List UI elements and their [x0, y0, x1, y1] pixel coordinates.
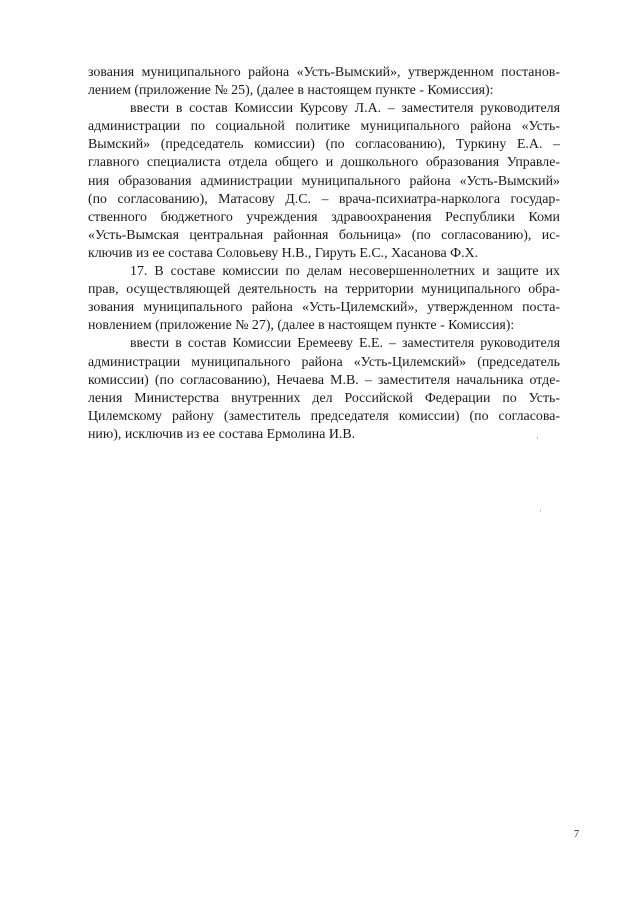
text-line: лением (приложение № 25), (далее в настоящем пункте - Комиссия): [88, 83, 494, 99]
text-line: (по согласованию), Матасову Д.С. – врача-психиатра-нарколога государ- [88, 191, 560, 207]
text-line: зования муниципального района «Усть-Вымский», утвержденном постанов- [88, 65, 560, 80]
paragraph-commission-ust-vym-intro [88, 64, 560, 100]
page-number: 7 [574, 829, 579, 840]
text-line: 17. В составе комиссии по делам несовершеннолетних и защите их [130, 264, 560, 280]
scan-speck [540, 510, 541, 512]
text-line: зования муниципального района «Усть-Цилемский», утвержденном поста- [88, 300, 560, 316]
text-line: ственного бюджетного учреждения здравоохранения Республики Коми [88, 209, 560, 225]
text-line: администрации по социальной политике муниципального района «Усть- [88, 119, 560, 135]
text-line: прав, осуществляющей деятельность на территории муниципального обра- [88, 282, 560, 298]
text-line: ния образования администрации муниципального района «Усть-Вымский» [88, 173, 560, 189]
text-line: комиссии) (по согласованию), Нечаева М.В. – заместителя начальника отде- [88, 372, 560, 388]
text-line: нию), исключив из ее состава Ермолина И.В. [88, 426, 356, 442]
text-line: главного специалиста отдела общего и дошкольного образования Управле- [88, 155, 560, 171]
paragraph-item-17 [88, 263, 560, 335]
text-line: Вымский» (председатель комиссии) (по согласованию), Туркину Е.А. – [88, 137, 560, 153]
text-line: новлением (приложение № 27), (далее в настоящем пункте - Комиссия): [88, 318, 515, 334]
paragraph-ust-vym-composition [88, 100, 560, 263]
text-line: ключив из ее состава Соловьеву Н.В., Гируть Е.С., Хасанова Ф.Х. [88, 245, 479, 261]
scan-speck [537, 437, 538, 439]
text-line: администрации муниципального района «Усть-Цилемский» (председатель [88, 354, 560, 370]
text-line: Цилемскому району (заместитель председателя комиссии) (по согласова- [88, 408, 560, 424]
text-line: ления Министерства внутренних дел Российской Федерации по Усть- [88, 390, 560, 406]
document-body [88, 64, 560, 444]
text-line: ввести в состав Комиссии Еремееву Е.Е. – заместителя руководителя [130, 336, 560, 352]
text-line: ввести в состав Комиссии Курсову Л.А. – заместителя руководителя [130, 101, 560, 117]
paragraph-ust-tsilma-composition [88, 335, 560, 444]
text-line: «Усть-Вымская центральная районная больница» (по согласованию), ис- [88, 227, 560, 243]
